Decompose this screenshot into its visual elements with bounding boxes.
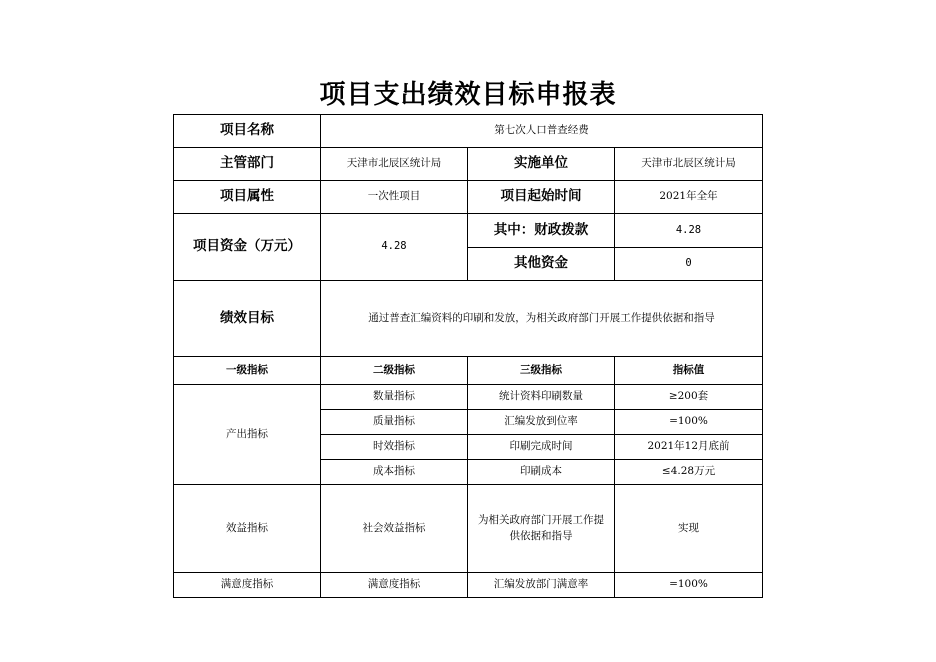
benefit-level3: 为相关政府部门开展工作提供依据和指导 bbox=[468, 485, 615, 573]
output-value: 2021年12月底前 bbox=[615, 435, 763, 460]
performance-target-table bbox=[173, 114, 763, 598]
satisfaction-level3: 汇编发放部门满意率 bbox=[468, 573, 615, 598]
header-level2: 二级指标 bbox=[321, 357, 468, 385]
other-funds-label: 其他资金 bbox=[468, 248, 615, 281]
fiscal-label: 其中：财政拨款 bbox=[468, 214, 615, 248]
output-level3: 印刷完成时间 bbox=[468, 435, 615, 460]
output-level2: 质量指标 bbox=[321, 410, 468, 435]
supervisor-value: 天津市北辰区统计局 bbox=[321, 148, 468, 181]
benefit-level2: 社会效益指标 bbox=[321, 485, 468, 573]
funds-value: 4.28 bbox=[321, 214, 468, 281]
benefit-indicator-label: 效益指标 bbox=[174, 485, 321, 573]
goal-label: 绩效目标 bbox=[174, 281, 321, 357]
project-name-value: 第七次人口普查经费 bbox=[321, 115, 763, 148]
funds-label: 项目资金（万元） bbox=[174, 214, 321, 281]
satisfaction-indicator-label: 满意度指标 bbox=[174, 573, 321, 598]
implementer-value: 天津市北辰区统计局 bbox=[615, 148, 763, 181]
supervisor-label: 主管部门 bbox=[174, 148, 321, 181]
period-label: 项目起始时间 bbox=[468, 181, 615, 214]
attribute-label: 项目属性 bbox=[174, 181, 321, 214]
fiscal-value: 4.28 bbox=[615, 214, 763, 248]
output-value: ≤4.28万元 bbox=[615, 460, 763, 485]
output-level3: 汇编发放到位率 bbox=[468, 410, 615, 435]
output-level2: 成本指标 bbox=[321, 460, 468, 485]
header-level1: 一级指标 bbox=[174, 357, 321, 385]
output-value: =100% bbox=[615, 410, 763, 435]
output-level2: 数量指标 bbox=[321, 385, 468, 410]
header-value: 指标值 bbox=[615, 357, 763, 385]
satisfaction-level2: 满意度指标 bbox=[321, 573, 468, 598]
header-level3: 三级指标 bbox=[468, 357, 615, 385]
attribute-value: 一次性项目 bbox=[321, 181, 468, 214]
project-name-label: 项目名称 bbox=[174, 115, 321, 148]
goal-value: 通过普查汇编资料的印刷和发放，为相关政府部门开展工作提供依据和指导 bbox=[321, 281, 763, 357]
period-value: 2021年全年 bbox=[615, 181, 763, 214]
output-level2: 时效指标 bbox=[321, 435, 468, 460]
output-level3: 统计资料印刷数量 bbox=[468, 385, 615, 410]
page-title: 项目支出绩效目标申报表 bbox=[319, 80, 617, 110]
output-level3: 印刷成本 bbox=[468, 460, 615, 485]
benefit-value: 实现 bbox=[615, 485, 763, 573]
output-indicator-label: 产出指标 bbox=[174, 385, 321, 485]
other-funds-value: 0 bbox=[615, 248, 763, 281]
implementer-label: 实施单位 bbox=[468, 148, 615, 181]
satisfaction-value: =100% bbox=[615, 573, 763, 598]
output-value: ≥200套 bbox=[615, 385, 763, 410]
